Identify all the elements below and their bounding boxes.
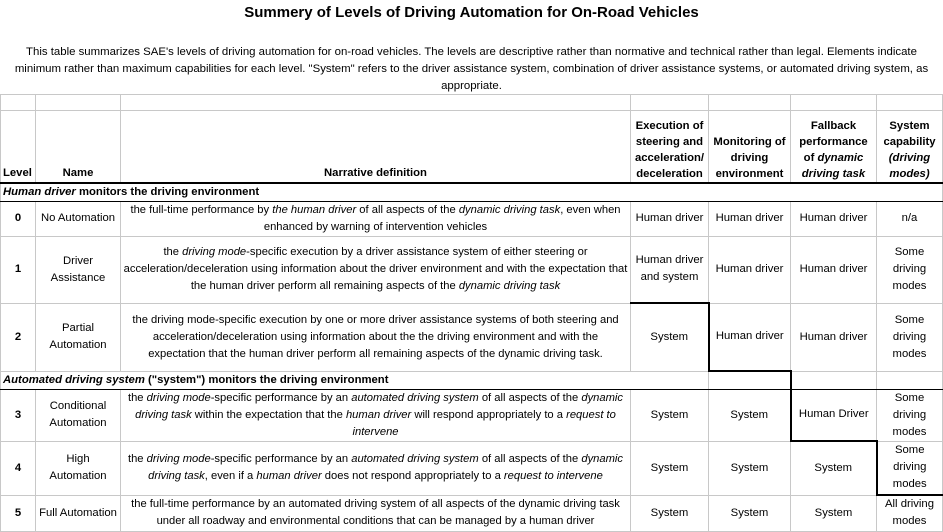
header-fallback: Fallback performance of dynamic driving task [791,111,877,183]
table-row: 5 Full Automation the full-time performance by an automated driving system of all aspects of the dynamic driving task under all roadway and environmental conditions that can be managed by a human driver System System System All driving modes [1,495,943,531]
table-title: Summery of Levels of Driving Automation for On-Road Vehicles [244,4,699,21]
header-row [1,111,943,183]
table-row: 0 No Automation the full-time performance by the human driver of all aspects of the dynamic driving task, even when enhanced by warning of intervention vehicles Human driver Human driver Human driver n/a [1,201,943,236]
section-human-driver: Human driver monitors the driving environment [1,183,943,202]
header-execution: Execution of steering and acceleration/ deceleration [631,111,709,183]
levels-table [0,94,943,532]
blank-row [1,95,943,111]
header-capability: System capability (driving modes) [877,111,943,183]
table-row: 1 Driver Assistance the driving mode-specific execution by a driver assistance system of either steering or acceleration/deceleration using information about the driver environment and with the expectation that the human driver perform all remaining aspects of the dynamic driving task Human driver and system Human driver Human driver Some driving modes [1,236,943,303]
table-row: 3 Conditional Automation the driving mode-specific performance by an automated driving system of all aspects of the dynamic driving task within the expectation that the human driver will respond appropriately to a request to intervene System System Human Driver Some driving modes [1,389,943,441]
header-narrative: Narrative definition [121,111,631,183]
header-monitoring: Monitoring of driving environment [709,111,791,183]
header-name: Name [36,111,121,183]
table-row: 2 Partial Automation the driving mode-specific execution by one or more driver assistance systems of both steering and acceleration/deceleration using information about the the driving environment and with the expectation that the human driver perform all remaining aspects of the dynamic driving task. System Human driver Human driver Some driving modes [1,303,943,371]
table-row: 4 High Automation the driving mode-specific performance by an automated driving system of all aspects of the dynamic driving task, even if a human driver does not respond appropriately to a request to intervene System System System Some driving modes [1,441,943,495]
intro-paragraph: This table summarizes SAE's levels of driving automation for on-road vehicles. The levels are descriptive rather than normative and technical rather than legal. Elements indicate minimum rather than maximum capabilities for each level. "System" refers to the driver assistance system, combination of driver assistance systems, or automated driving system, as appropriate. [14,46,929,92]
section-automated-system: Automated driving system ("system") monitors the driving environment [1,371,943,389]
header-level: Level [1,111,36,183]
